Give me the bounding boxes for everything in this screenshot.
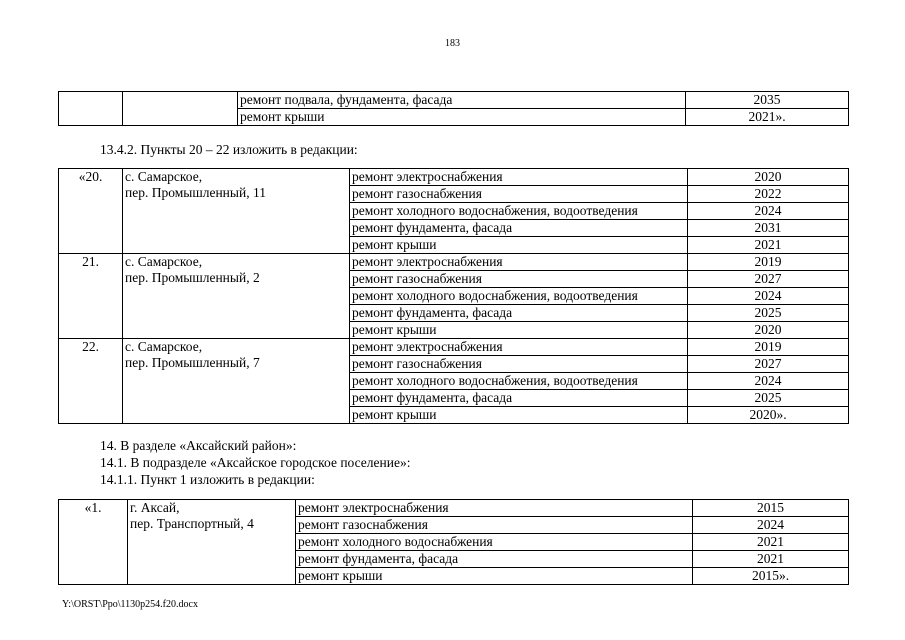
year-cell: 2027 bbox=[688, 356, 849, 373]
address-cell bbox=[128, 500, 296, 585]
point-1-table bbox=[58, 499, 849, 585]
year-cell: 2025 bbox=[688, 305, 849, 322]
year-cell: 2022 bbox=[688, 186, 849, 203]
work-cell: ремонт крыши bbox=[350, 237, 688, 254]
paragraph-14: 14. В разделе «Аксайский район»: bbox=[100, 438, 297, 453]
work-cell: ремонт холодного водоснабжения, водоотведения bbox=[350, 288, 688, 305]
work-cell: ремонт крыши bbox=[296, 568, 693, 585]
work-cell: ремонт газоснабжения bbox=[350, 186, 688, 203]
address-cell bbox=[123, 254, 350, 339]
year-cell: 2015 bbox=[693, 500, 849, 517]
year-cell: 2021». bbox=[686, 109, 849, 126]
year-cell: 2020 bbox=[688, 322, 849, 339]
year-cell: 2024 bbox=[693, 517, 849, 534]
work-cell: ремонт электроснабжения bbox=[350, 169, 688, 186]
file-path-footer: Y:\ORST\Ppo\1130p254.f20.docx bbox=[62, 599, 198, 610]
address-line-1: с. Самарское, bbox=[125, 254, 203, 269]
work-cell: ремонт холодного водоснабжения bbox=[296, 534, 693, 551]
work-cell: ремонт газоснабжения bbox=[296, 517, 693, 534]
year-cell: 2021 bbox=[693, 534, 849, 551]
year-cell: 2024 bbox=[688, 373, 849, 390]
work-cell: ремонт фундамента, фасада bbox=[350, 390, 688, 407]
address-line-2: пер. Промышленный, 2 bbox=[125, 270, 260, 285]
address-line-2: пер. Транспортный, 4 bbox=[130, 516, 254, 531]
item-number: 22. bbox=[59, 339, 123, 424]
table-row bbox=[59, 500, 849, 517]
year-cell: 2025 bbox=[688, 390, 849, 407]
work-cell: ремонт крыши bbox=[350, 407, 688, 424]
year-cell: 2035 bbox=[686, 92, 849, 109]
year-cell: 2027 bbox=[688, 271, 849, 288]
work-cell: ремонт подвала, фундамента, фасада bbox=[238, 92, 686, 109]
work-cell: ремонт крыши bbox=[238, 109, 686, 126]
item-number: 21. bbox=[59, 254, 123, 339]
item-number: «20. bbox=[59, 169, 123, 254]
work-cell: ремонт крыши bbox=[350, 322, 688, 339]
work-cell: ремонт электроснабжения bbox=[350, 254, 688, 271]
address-line-2: пер. Промышленный, 11 bbox=[125, 185, 266, 200]
year-cell: 2024 bbox=[688, 288, 849, 305]
address-line-2: пер. Промышленный, 7 bbox=[125, 355, 260, 370]
work-cell: ремонт фундамента, фасада bbox=[350, 305, 688, 322]
address-cell bbox=[123, 339, 350, 424]
year-cell: 2021 bbox=[688, 237, 849, 254]
paragraph-14-1-1: 14.1.1. Пункт 1 изложить в редакции: bbox=[100, 472, 315, 487]
work-cell: ремонт электроснабжения bbox=[296, 500, 693, 517]
paragraph-13-4-2: 13.4.2. Пункты 20 – 22 изложить в редакции: bbox=[100, 142, 358, 157]
points-20-22-table bbox=[58, 168, 849, 424]
year-cell: 2021 bbox=[693, 551, 849, 568]
year-cell: 2031 bbox=[688, 220, 849, 237]
page-number: 183 bbox=[445, 38, 460, 49]
address-cell bbox=[123, 92, 238, 126]
table-row bbox=[59, 254, 849, 271]
work-cell: ремонт фундамента, фасада bbox=[296, 551, 693, 568]
paragraph-14-1: 14.1. В подразделе «Аксайское городское поселение»: bbox=[100, 455, 411, 470]
year-cell: 2020 bbox=[688, 169, 849, 186]
table-row bbox=[59, 339, 849, 356]
table-row bbox=[59, 92, 849, 109]
year-cell: 2019 bbox=[688, 339, 849, 356]
table-row bbox=[59, 169, 849, 186]
work-cell: ремонт фундамента, фасада bbox=[350, 220, 688, 237]
year-cell: 2024 bbox=[688, 203, 849, 220]
work-cell: ремонт газоснабжения bbox=[350, 356, 688, 373]
year-cell: 2020». bbox=[688, 407, 849, 424]
year-cell: 2015». bbox=[693, 568, 849, 585]
work-cell: ремонт холодного водоснабжения, водоотведения bbox=[350, 203, 688, 220]
item-number: «1. bbox=[59, 500, 128, 585]
address-cell bbox=[123, 169, 350, 254]
address-line-1: с. Самарское, bbox=[125, 169, 203, 184]
year-cell: 2019 bbox=[688, 254, 849, 271]
address-line-1: г. Аксай, bbox=[130, 500, 180, 515]
work-cell: ремонт газоснабжения bbox=[350, 271, 688, 288]
number-cell bbox=[59, 92, 123, 126]
work-cell: ремонт холодного водоснабжения, водоотведения bbox=[350, 373, 688, 390]
address-line-1: с. Самарское, bbox=[125, 339, 203, 354]
work-cell: ремонт электроснабжения bbox=[350, 339, 688, 356]
continuation-table bbox=[58, 91, 849, 126]
